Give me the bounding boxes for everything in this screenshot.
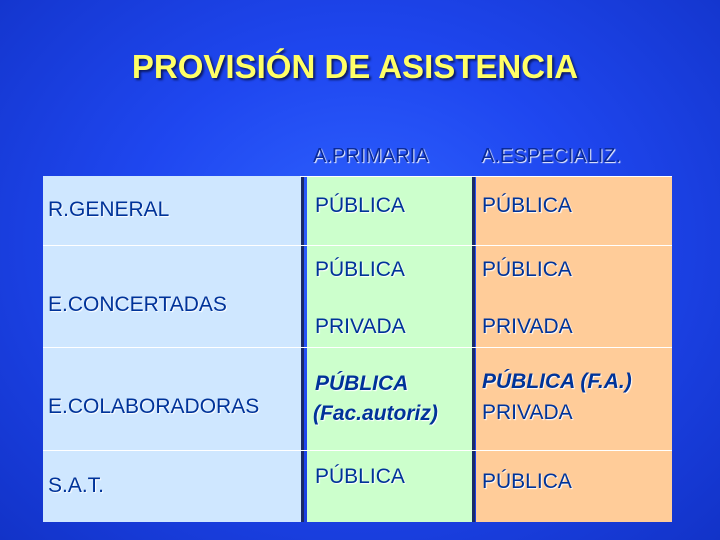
cell-concertadas-primaria-2: PRIVADA <box>315 315 406 338</box>
row-divider <box>43 245 672 246</box>
cell-concertadas-especializada-1: PÚBLICA <box>482 258 572 281</box>
cell-concertadas-especializada-2: PRIVADA <box>482 315 573 338</box>
cell-general-primaria: PÚBLICA <box>315 194 405 217</box>
cell-colaboradoras-especializada-1: PÚBLICA (F.A.) <box>482 370 632 393</box>
column-divider <box>301 176 304 522</box>
cell-sat-especializada: PÚBLICA <box>482 470 572 493</box>
label-column <box>43 176 301 522</box>
header-primaria: A.PRIMARIA <box>313 145 429 167</box>
row-divider <box>43 450 672 451</box>
cell-colaboradoras-primaria-2: (Fac.autoriz) <box>313 402 438 425</box>
row-label-colaboradoras: E.COLABORADORAS <box>48 395 260 418</box>
header-especializada: A.ESPECIALIZ. <box>481 145 622 167</box>
column-divider <box>472 176 475 522</box>
row-label-concertadas: E.CONCERTADAS <box>48 293 227 316</box>
cell-colaboradoras-especializada-2: PRIVADA <box>482 401 573 424</box>
cell-sat-primaria: PÚBLICA <box>315 465 405 488</box>
cell-general-especializada: PÚBLICA <box>482 194 572 217</box>
slide-title: PROVISIÓN DE ASISTENCIA <box>131 48 579 85</box>
cell-colaboradoras-primaria-1: PÚBLICA <box>315 372 409 395</box>
row-label-sat: S.A.T. <box>48 474 105 497</box>
row-label-general: R.GENERAL <box>48 198 170 221</box>
cell-concertadas-primaria-1: PÚBLICA <box>315 258 405 281</box>
row-divider <box>300 176 672 177</box>
row-divider <box>43 347 672 348</box>
